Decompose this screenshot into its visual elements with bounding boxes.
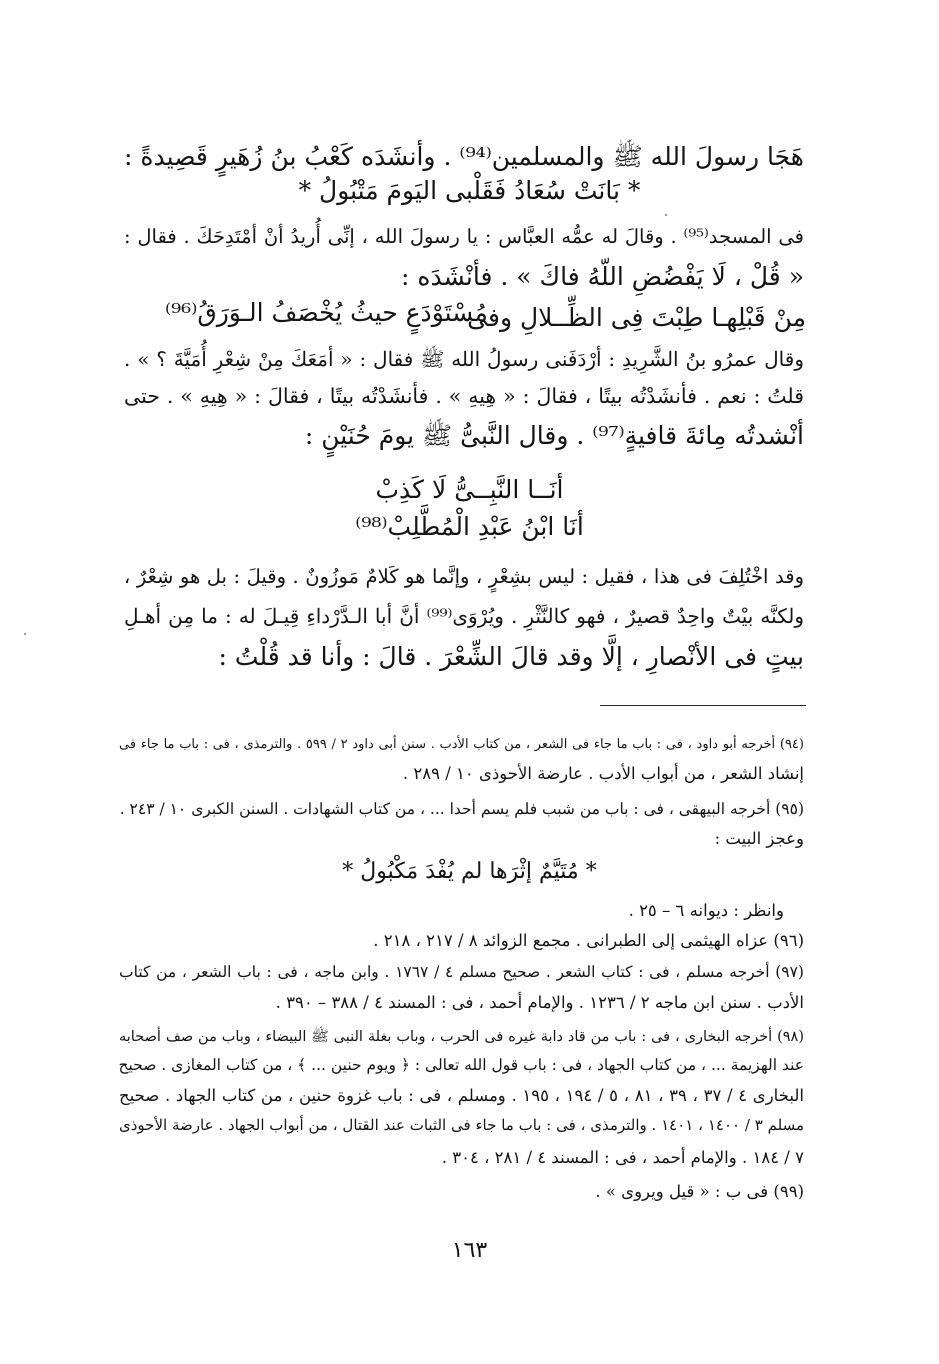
footnote-98-line-3: البخارى ٤ / ٣٧ ، ٣٩ ، ٨١ ، ٥ / ١٩٤ ، ١٩٥ . ومسلم ، فى : باب غزوة حنين ، من كتاب الجهاد . صحيح bbox=[119, 1086, 804, 1105]
body-line-1: هَجَا رسولَ الله ﷺ والمسلمين⁽⁹⁴⁾ . وأنشَدَه كَعْبُ بنُ زُهَيرٍ قَصِيدةً : bbox=[124, 142, 804, 171]
body-line-3: فى المسجد⁽⁹⁵⁾ . وقالَ له عمُّه العبَّاس : يا رسولَ الله ، إنِّى أُريدُ أنْ أمْتَدِحَكَ . فقال : bbox=[124, 225, 804, 248]
verse-line: * بَانَتْ سُعَادُ فَقَلْبى اليَومَ مَتْبُولُ * bbox=[298, 176, 641, 205]
body-line-9: ولكنَّه بيْتٌ واحِدٌ قصيرٌ ، فهو كالنَّثْرِ . ويُرْوَى⁽⁹⁹⁾ أنَّ أبا الـدَّرْداءِ قِيـلَ له : ما مِن أهـلِ bbox=[124, 604, 804, 628]
footnote-98-line-1: (٩٨) أخرجه البخارى ، فى : باب من قاد دابة غيره فى الحرب ، وباب بغلة النبى ﷺ البيضاء ، وباب من صف أصحابه bbox=[119, 1029, 804, 1045]
body-line-8: وقد اخْتُلِفَ فى هذا ، فقيل : ليس بشِعْرٍ ، وإنَّما هو كَلامٌ مَوزُونٌ . وقيلَ : بل هو شِعْرٌ ، bbox=[124, 565, 804, 588]
footnote-96: (٩٦) عزاه الهيثمى إلى الطبرانى . مجمع الزوائد ٨ / ٢١٧ ، ٢١٨ . bbox=[373, 931, 804, 950]
footnote-94-line-1: (٩٤) أخرجه أبو داود ، فى : باب ما جاء فى الشعر ، من كتاب الأدب . سنن أبى داود ٢ / ٥٩٩ . والترمذى ، فى : باب ما جاء فى bbox=[119, 737, 804, 752]
scan-speck bbox=[665, 214, 667, 216]
footnote-98-line-5: ٧ / ١٨٤ . والإمام أحمد ، فى : المسند ٤ / ٢٨١ ، ٣٠٤ . bbox=[441, 1148, 804, 1167]
body-line-5: وقال عمرُو بنُ الشَّرِيدِ : أرْدَفَنى رسولُ الله ﷺ فقال : « أمَعَكَ مِنْ شِعْرِ أُمَيَّةَ ؟ » . bbox=[124, 347, 804, 371]
footnote-95-line-3: وانظر : ديوانه ٦ – ٢٥ . bbox=[628, 901, 784, 920]
body-line-7: أنْشدتُه مِائةَ قافيةٍ⁽⁹⁷⁾ . وقال النَّبىُّ ﷺ يومَ حُنَيْنٍ : bbox=[304, 421, 804, 450]
verse-hemistich-left: مُسْتَوْدَعٍ حيثُ يُخْصَفُ الـوَرَقُ⁽⁹⁶⁾ bbox=[165, 298, 488, 327]
body-line-4: « قُلْ ، لَا يَفْضُضِ اللّهُ فاكَ » . فأنْشَدَه : bbox=[400, 262, 804, 291]
footnote-97-line-2: الأدب . سنن ابن ماجه ٢ / ١٢٣٦ . والإمام أحمد ، فى : المسند ٤ / ٣٨٨ – ٣٩٠ . bbox=[275, 993, 804, 1012]
verse-rajaz-b: أنَا ابْنُ عَبْدِ الْمُطَّلِبْ⁽⁹⁸⁾ bbox=[355, 512, 584, 541]
scan-speck bbox=[24, 633, 26, 635]
body-line-6: قلتُ : نعم . فأنشَدْتُه بيتًا ، فقالَ : « هِيهِ » . فأنشَدْتُه بيتًا ، فقالَ : « هِيهِ » . حتى bbox=[124, 384, 804, 408]
footnote-95-verse: * مُتَيَّمٌ إثْرَها لم يُفْدَ مَكْبُولُ * bbox=[342, 859, 597, 884]
body-line-10: بيتٍ فى الأنْصارِ ، إلَّا وقد قالَ الشِّعْرَ . قالَ : وأنا قد قُلْتُ : bbox=[218, 642, 804, 671]
verse-rajaz-a: أنَــا النَّبِــىُّ لَا كَذِبْ bbox=[375, 475, 564, 504]
page-number: ١٦٣ bbox=[451, 1238, 488, 1263]
footnote-97-line-1: (٩٧) أخرجه مسلم ، فى : كتاب الشعر . صحيح مسلم ٤ / ١٧٦٧ . وابن ماجه ، فى : باب الشعر ، من كتاب bbox=[119, 963, 804, 981]
footnote-98-line-2: عند الهزيمة ... ، من كتاب الجهاد ، فى : باب قول الله تعالى : ﴿ ويوم حنين ... ﴾ ، من كتاب المغازى . صحيح bbox=[118, 1056, 804, 1074]
footnote-94-line-2: إنشاد الشعر ، من أبواب الأدب . عارضة الأحوذى ١٠ / ٢٨٩ . bbox=[402, 764, 804, 783]
footnote-95-line-1: (٩٥) أخرجه البيهقى ، فى : باب من شبب فلم يسم أحدا ... ، من كتاب الشهادات . السنن الكبرى ١٠ / ٢٤٣ . bbox=[119, 800, 804, 818]
verse-hemistich-right: مِنْ قَبْلِهـا طِبْتَ فِى الظِّــلالِ وفى bbox=[467, 303, 806, 332]
footnote-95-line-2: وعجز البيت : bbox=[714, 829, 804, 848]
footnote-separator bbox=[600, 705, 806, 706]
footnote-99: (٩٩) فى ب : « قيل ويروى » . bbox=[595, 1182, 804, 1201]
footnote-98-line-4: مسلم ٣ / ١٤٠٠ ، ١٤٠١ . والترمذى ، فى : باب ما جاء فى الثبات عند القتال ، من أبواب الجهاد . عارضة الأحوذى bbox=[119, 1116, 804, 1134]
